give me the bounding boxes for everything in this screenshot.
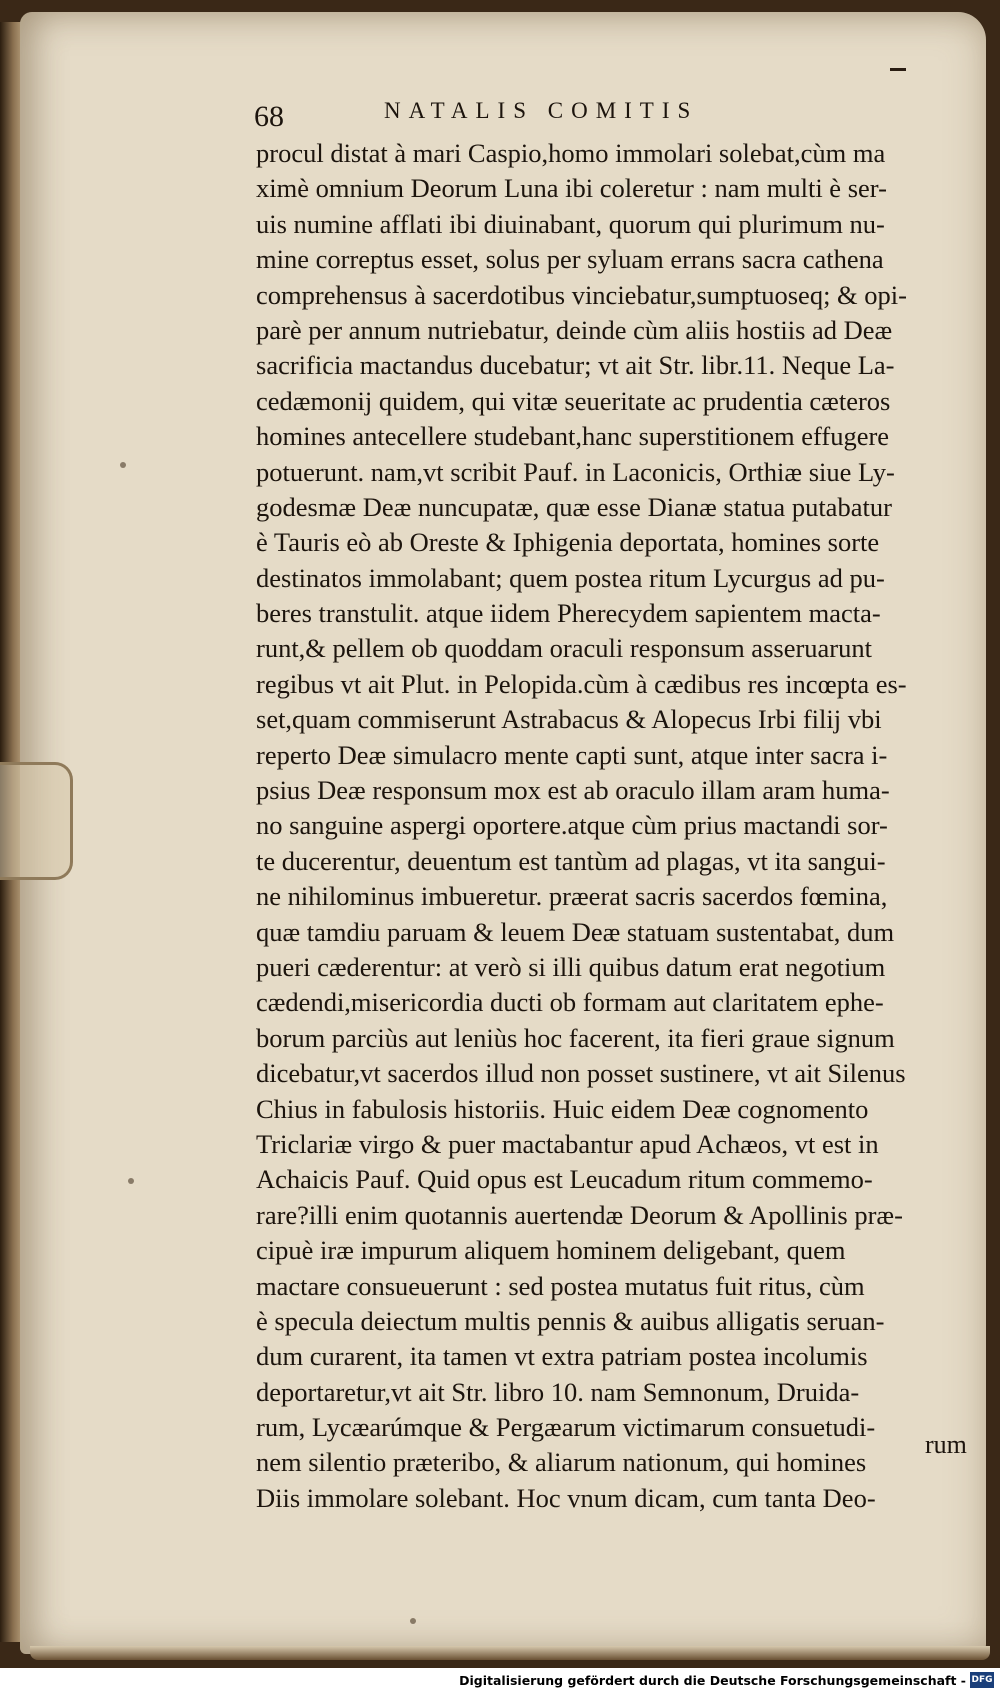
text-line: procul distat à mari Caspio,homo immolari solebat,cùm ma (256, 138, 886, 168)
text-line: è Tauris eò ab Oreste & Iphigenia deportata, homines sorte (256, 527, 880, 558)
text-line: psius Deæ responsum mox est ab oraculo illam aram huma- (256, 775, 890, 806)
ink-speck (120, 462, 126, 468)
text-line: borum parciùs aut leniùs hoc facerent, ita fieri graue signum (256, 1022, 895, 1053)
text-line: sacrificia mactandus ducebatur; vt ait Str. libr.11. Neque La- (256, 350, 895, 381)
text-line: runt,& pellem ob quoddam oraculi responsum asseruarunt (256, 633, 872, 664)
text-line: potuerunt. nam,vt scribit Pauf. in Laconicis, Orthiæ siue Ly- (256, 456, 895, 487)
text-line: uis numine afflati ibi diuinabant, quorum qui plurimum nu- (256, 208, 885, 239)
page-stack-edge (30, 1646, 990, 1660)
clasp-tab (0, 762, 73, 880)
text-line: deportaretur,vt ait Str. libro 10. nam Semnonum, Druida- (256, 1376, 860, 1407)
funding-credit: Digitalisierung gefördert durch die Deutsche Forschungsgemeinschaft - (459, 1673, 966, 1688)
running-head: NATALIS COMITIS (384, 98, 699, 123)
text-line: no sanguine aspergi oportere.atque cùm prius mactandi sor- (256, 810, 888, 841)
digitization-footer (0, 1668, 1000, 1695)
text-line: cædendi,misericordia ducti ob formam aut claritatem ephe- (256, 987, 884, 1018)
text-line: mine correptus esset, solus per syluam errans sacra cathena (256, 244, 884, 275)
text-line: dum curarent, ita tamen vt extra patriam postea incolumis (256, 1341, 868, 1372)
text-line: cedæmonij quidem, qui vitæ seueritate ac prudentia cæteros (256, 385, 891, 416)
text-line: rum, Lycæarúmque & Pergæarum victimarum consuetudi- (256, 1412, 876, 1443)
text-line: parè per annum nutriebatur, deinde cùm aliis hostiis ad Deæ (256, 314, 893, 345)
text-line: mactare consueuerunt : sed postea mutatus fuit ritus, cùm (256, 1270, 865, 1301)
text-line: quæ tamdiu paruam & leuem Deæ statuam sustentabat, dum (256, 916, 895, 947)
text-line: Achaicis Pauf. Quid opus est Leucadum ritum commemo- (256, 1164, 873, 1195)
text-line: godesmæ Deæ nuncupatæ, quæ esse Dianæ statua putabatur (256, 491, 892, 522)
text-line: comprehensus à sacerdotibus vinciebatur,sumptuoseq; & opi- (256, 279, 907, 310)
text-line: cipuè iræ impurum aliquem hominem deligebant, quem (256, 1235, 846, 1266)
catchword: rum (925, 1430, 967, 1459)
text-line: beres transtulit. atque iidem Pherecydem sapientem macta- (256, 598, 881, 629)
page-number: 68 (254, 100, 284, 133)
text-line: homines antecellere studebant,hanc superstitionem effugere (256, 421, 890, 452)
text-line: rare?illi enim quotannis auertendæ Deorum & Apollinis præ- (256, 1199, 903, 1230)
text-line: ximè omnium Deorum Luna ibi coleretur : nam multi è ser- (256, 173, 887, 204)
text-line: è specula deiectum multis pennis & auibus alligatis seruan- (256, 1305, 885, 1336)
text-line: Diis immolare solebant. Hoc vnum dicam, cum tanta Deo- (256, 1482, 876, 1513)
text-line: Chius in fabulosis historiis. Huic eidem Deæ cognomento (256, 1093, 869, 1124)
page-header (254, 96, 814, 136)
text-line: ne nihilominus imbueretur. præerat sacris sacerdos fœmina, (256, 881, 888, 912)
dfg-logo: DFG (970, 1672, 994, 1688)
ink-speck (128, 1178, 134, 1184)
text-line: destinatos immolabant; quem postea ritum Lycurgus ad pu- (256, 562, 885, 593)
text-line: reperto Deæ simulacro mente capti sunt, atque inter sacra i- (256, 739, 888, 770)
text-line: te ducerentur, deuentum est tantùm ad plagas, vt ita sangui- (256, 845, 886, 876)
text-line: set,quam commiserunt Astrabacus & Alopecus Irbi filij vbi (256, 704, 882, 735)
text-line: dicebatur,vt sacerdos illud non posset sustinere, vt ait Silenus (256, 1058, 906, 1089)
ink-speck (410, 1618, 416, 1624)
header-dash (890, 68, 906, 71)
text-line: nem silentio præteribo, & aliarum nationum, qui homines (256, 1447, 867, 1478)
body-text (256, 136, 976, 1516)
text-line: Triclariæ virgo & puer mactabantur apud Achæos, vt est in (256, 1128, 879, 1159)
text-line: regibus vt ait Plut. in Pelopida.cùm à cædibus res incœpta es- (256, 668, 907, 699)
text-line: pueri cæderentur: at verò si illi quibus datum erat negotium (256, 951, 886, 982)
